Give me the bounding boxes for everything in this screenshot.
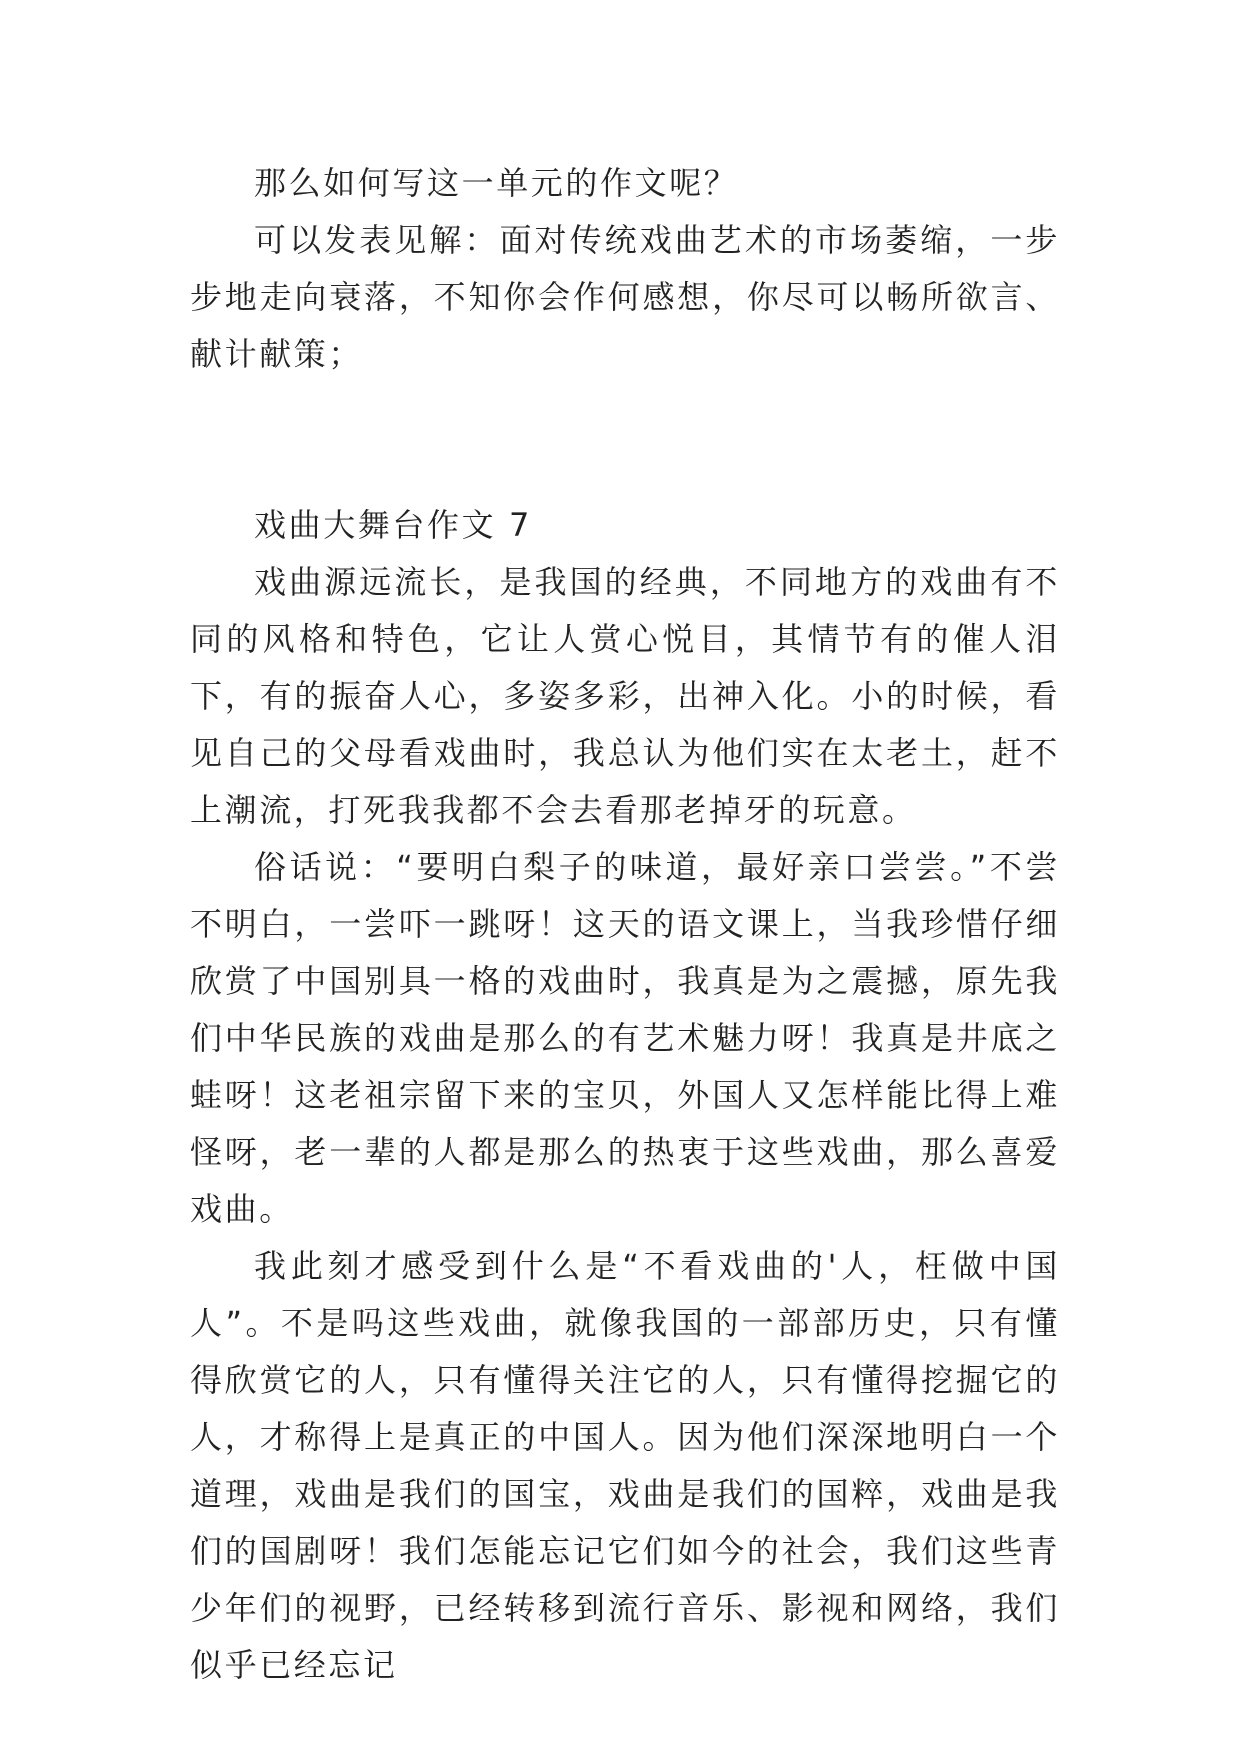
paragraph-suggestion: 可以发表见解：面对传统戏曲艺术的市场萎缩，一步步地走向衰落，不知你会作何感想，你尽可以畅所欲言、献计献策； [190,221,1060,373]
paragraph-opera-intro: 戏曲源远流长，是我国的经典，不同地方的戏曲有不同的风格和特色，它让人赏心悦目，其情节有的催人泪下，有的振奋人心，多姿多彩，出神入化。小的时候，看见自己的父母看戏曲时，我总认为他们实在太老土，赶不上潮流，打死我我都不会去看那老掉牙的玩意。 [190,563,1060,829]
section-title: 戏曲大舞台作文 7 [254,506,532,544]
document-body [190,155,1060,1694]
section-spacer [190,383,1060,497]
paragraph-question: 那么如何写这一单元的作文呢？ [254,164,739,202]
paragraph-reflection: 我此刻才感受到什么是“不看戏曲的'人，枉做中国人”。不是吗这些戏曲，就像我国的一部部历史，只有懂得欣赏它的人，只有懂得关注它的人，只有懂得挖掘它的人，才称得上是真正的中国人。因为他们深深地明白一个道理，戏曲是我们的国宝，戏曲是我们的国粹，戏曲是我们的国剧呀！我们怎能忘记它们如今的社会，我们这些青少年们的视野，已经转移到流行音乐、影视和网络，我们似乎已经忘记 [190,1247,1060,1684]
paragraph-proverb: 俗话说：“要明白梨子的味道，最好亲口尝尝。”不尝不明白，一尝吓一跳呀！这天的语文课上，当我珍惜仔细欣赏了中国别具一格的戏曲时，我真是为之震撼，原先我们中华民族的戏曲是那么的有艺术魅力呀！我真是井底之蛙呀！这老祖宗留下来的宝贝，外国人又怎样能比得上难怪呀，老一辈的人都是那么的热衷于这些戏曲，那么喜爱戏曲。 [190,848,1060,1228]
